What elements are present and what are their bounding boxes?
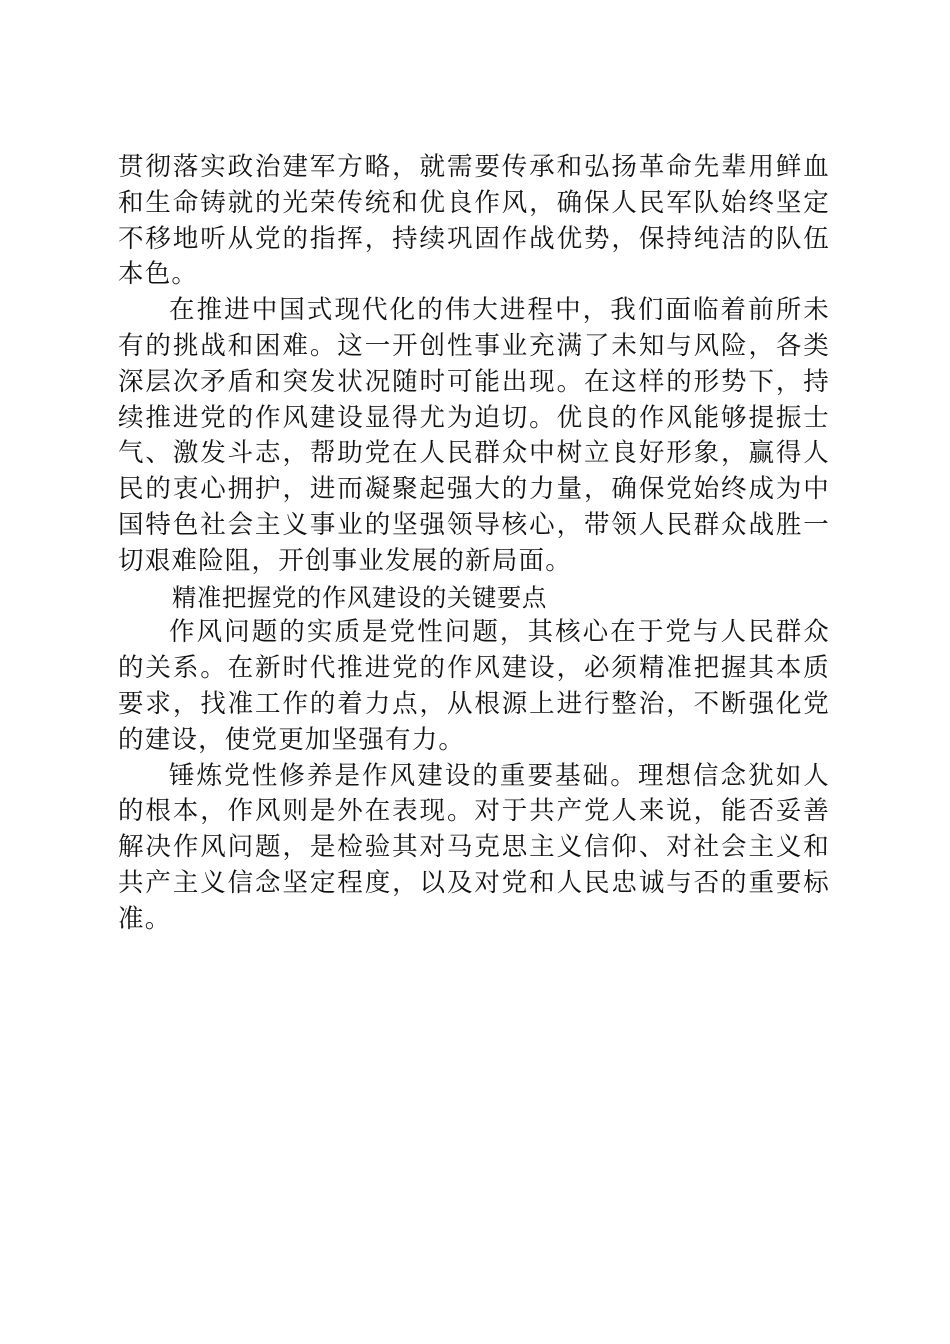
paragraph-party-spirit: 锤炼党性修养是作风建设的重要基础。理想信念犹如人的根本，作风则是外在表现。对于共产党人来说，能否妥善解决作风问题，是检验其对马克思主义信仰、对社会主义和共产主义信念坚定程度，以及对党和人民忠诚与否的重要标准。 — [118, 760, 830, 934]
section-heading: 精准把握党的作风建设的关键要点 — [171, 582, 547, 612]
paragraph-modernization: 在推进中国式现代化的伟大进程中，我们面临着前所未有的挑战和困难。这一开创性事业充满了未知与风险，各类深层次矛盾和突发状况随时可能出现。在这样的形势下，持续推进党的作风建设显得尤为迫切。优良的作风能够提振士气、激发斗志，帮助党在人民群众中树立良好形象，赢得人民的衷心拥护，进而凝聚起强大的力量，确保党始终成为中国特色社会主义事业的坚强领导核心，带领人民群众战胜一切艰难险阻，开创事业发展的新局面。 — [118, 295, 830, 576]
document-body — [118, 150, 830, 938]
paragraph-political-army: 贯彻落实政治建军方略，就需要传承和弘扬革命先辈用鲜血和生命铸就的光荣传统和优良作风，确保人民军队始终坚定不移地听从党的指挥，持续巩固作战优势，保持纯洁的队伍本色。 — [118, 152, 830, 290]
paragraph-essence: 作风问题的实质是党性问题，其核心在于党与人民群众的关系。在新时代推进党的作风建设，必须精准把握其本质要求，找准工作的着力点，从根源上进行整治，不断强化党的建设，使党更加坚强有力。 — [118, 617, 830, 755]
